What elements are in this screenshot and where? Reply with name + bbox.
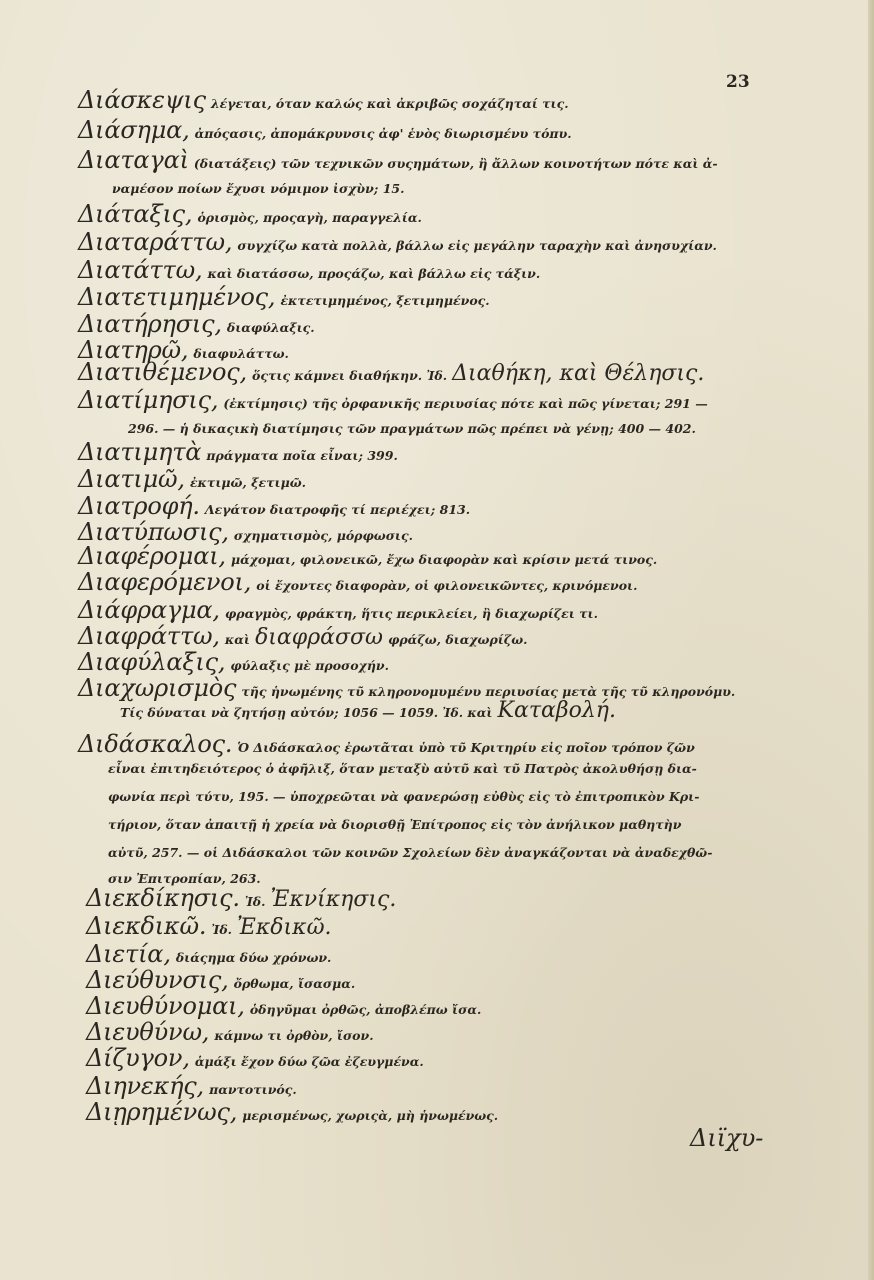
entry-line — [78, 730, 695, 758]
definition: καὶ — [224, 632, 250, 647]
entry-line — [78, 568, 637, 596]
headword: Διετία, — [86, 940, 171, 968]
headword: Διαφύλαξις, — [78, 648, 226, 676]
definition: φύλαξις μὲ προσοχήν. — [230, 658, 389, 673]
headword: Διεκδικῶ. — [86, 912, 207, 940]
entry-line — [86, 992, 481, 1020]
headword: Διαταγαὶ — [78, 146, 189, 174]
definition: φωνία περὶ τύτυ, 195. — ὑποχρεῶται νὰ φανερώσῃ εὐθὺς εἰς τὸ ἐπιτροπικὸν Κρι- — [108, 789, 700, 804]
definition: Τίς δύναται νὰ ζητήσῃ αὐτόν; 1056 — 1059. Ἰδ. καὶ — [120, 705, 493, 720]
headword: Διεύθυνσις, — [86, 966, 229, 994]
entry-line — [78, 86, 569, 114]
entry-line — [78, 358, 704, 386]
definition: 296. — ἡ δικαςικὴ διατίμησις τῶν πραγμάτων πῶς πρέπει νὰ γένῃ; 400 — 402. — [128, 421, 696, 436]
headword: Διατιμητὰ — [78, 438, 202, 466]
entry-line — [86, 966, 355, 994]
cross-reference: Ἐκνίκησις. — [270, 887, 397, 912]
definition: ἀπόςασις, ἀπομάκρυνσις ἀφ' ἑνὸς διωρισμένυ τόπυ. — [194, 126, 572, 141]
headword: Διάταξις, — [78, 200, 193, 228]
definition: κάμνω τι ὀρθὸν, ἴσον. — [214, 1028, 374, 1043]
definition: φράζω, διαχωρίζω. — [388, 632, 528, 647]
definition: οἱ ἔχοντες διαφορὰν, οἱ φιλονεικῶντες, κρινόμενοι. — [256, 578, 638, 593]
headword: Διατύπωσις, — [78, 518, 229, 546]
definition: ὁρισμὸς, προςαγὴ, παραγγελία. — [197, 210, 422, 225]
definition: Ἰδ. — [211, 922, 233, 937]
headword: Διάσκεψις — [78, 86, 206, 114]
catchword: Διϊχυ- — [690, 1124, 764, 1152]
definition: ὅςτις κάμνει διαθήκην. Ἰδ. — [252, 368, 448, 383]
headword: Διεκδίκησις. — [86, 884, 240, 912]
headword: Διατιμῶ, — [78, 465, 185, 493]
entry-line — [78, 256, 540, 284]
headword: Διατετιμημένος, — [78, 283, 276, 311]
entry-line — [86, 1018, 374, 1046]
entry-line — [78, 622, 527, 650]
entry-line — [128, 418, 696, 437]
definition: πράγματα ποῖα εἶναι; 399. — [206, 448, 398, 463]
entry-line — [112, 178, 404, 197]
cross-reference: Διαθήκη, καὶ Θέλησις. — [452, 361, 705, 386]
headword: Διαφερόμενοι, — [78, 568, 252, 596]
headword: Διατιθέμενος, — [78, 358, 247, 386]
entry-line — [78, 116, 572, 144]
headword: Διατίμησις, — [78, 386, 219, 414]
entry-line — [78, 648, 389, 676]
headword: Διατάττω, — [78, 256, 203, 284]
entry-line — [78, 465, 306, 493]
definition: διαφυλάττω. — [193, 346, 289, 361]
entry-line — [78, 542, 657, 570]
headword: Διατήρησις, — [78, 310, 222, 338]
definition: φραγμὸς, φράκτη, ἥτις περικλείει, ἢ διαχωρίζει τι. — [224, 606, 598, 621]
definition: αὐτῦ, 257. — οἱ Διδάσκαλοι τῶν κοινῶν Σχολείων δὲν ἀναγκάζονται νὰ ἀναδεχθῶ- — [108, 845, 713, 860]
entry-line — [108, 842, 712, 861]
definition: ὁδηγῦμαι ὀρθῶς, ἀποβλέπω ἴσα. — [249, 1002, 482, 1017]
page-number: 23 — [726, 72, 750, 92]
definition: σιν Ἐπιτροπίαν, 263. — [108, 871, 261, 886]
entry-line — [120, 698, 616, 723]
definition: διάςημα δύω χρόνων. — [175, 950, 332, 965]
definition: τῆς ἡνωμένης τῦ κληρονομυμένυ περιυσίας μετὰ τῆς τῦ κληρονόμυ. — [241, 684, 736, 699]
definition: ἐκτετιμημένος, ξετιμημένος. — [280, 293, 490, 308]
definition: εἶναι ἐπιτηδειότερος ὁ ἀφῆλιξ, ὅταν μεταξὺ αὐτῦ καὶ τῦ Πατρὸς ἀκολυθήσῃ δια- — [108, 761, 697, 776]
entry-line — [108, 786, 699, 805]
definition: (ἐκτίμησις) τῆς ὀρφανικῆς περιυσίας πότε καὶ πῶς γίνεται; 291 — — [223, 396, 708, 411]
headword: Διαταράττω, — [78, 228, 233, 256]
entry-line — [78, 146, 718, 174]
headword: Διαφράττω, — [78, 622, 220, 650]
entry-line — [86, 912, 332, 940]
definition: διαφύλαξις. — [226, 320, 315, 335]
entry-line — [78, 438, 398, 466]
definition: σχηματισμὸς, μόρφωσις. — [233, 528, 413, 543]
entry-line — [78, 200, 422, 228]
headword: Διδάσκαλος. — [78, 730, 233, 758]
headword: Διευθύνομαι, — [86, 992, 245, 1020]
entry-line — [78, 310, 315, 338]
cross-reference: Καταβολή. — [497, 698, 616, 723]
entry-line — [86, 1098, 498, 1126]
entry-line — [78, 283, 490, 311]
headword: Διατηρῶ, — [78, 336, 189, 364]
headword: Διαφέρομαι, — [78, 542, 226, 570]
headword: Δίζυγον, — [86, 1044, 190, 1072]
headword: Διῃρημένως, — [86, 1098, 238, 1126]
headword: Διευθύνω, — [86, 1018, 210, 1046]
definition: Ὁ Διδάσκαλος ἐρωτᾶται ὑπὸ τῦ Κριτηρίυ εἰς ποῖον τρόπον ζῶν — [237, 740, 695, 755]
headword: Διατροφή. — [78, 492, 200, 520]
alternate-headword: διαφράσσω — [255, 625, 383, 650]
definition: ἁμάξι ἔχον δύω ζῶα ἐζευγμένα. — [194, 1054, 424, 1069]
definition: (διατάξεις) τῶν τεχνικῶν συςημάτων, ἢ ἄλλων κοινοτήτων πότε καὶ ἀ- — [193, 156, 718, 171]
headword: Διαχωρισμὸς — [78, 674, 237, 702]
definition: ναμέσον ποίων ἔχυσι νόμιμον ἰσχὺν; 15. — [112, 181, 405, 196]
headword: Διηνεκής, — [86, 1072, 204, 1100]
headword: Διάφραγμα, — [78, 596, 220, 624]
entry-line — [78, 386, 708, 414]
entry-line — [108, 814, 681, 833]
entry-line — [78, 492, 470, 520]
entry-line — [86, 940, 331, 968]
entry-line — [86, 1072, 297, 1100]
entry-line — [86, 1044, 424, 1072]
page-edge — [868, 0, 874, 1280]
definition: ὄρθωμα, ἴσασμα. — [233, 976, 356, 991]
entry-line — [78, 228, 717, 256]
definition: τήριον, ὅταν ἀπαιτῇ ἡ χρεία νὰ διορισθῇ Ἐπίτροπος εἰς τὸν ἀνήλικον μαθητὴν — [108, 817, 682, 832]
headword: Διάσημα, — [78, 116, 190, 144]
entry-line — [108, 758, 697, 777]
definition: μάχομαι, φιλονεικῶ, ἔχω διαφορὰν καὶ κρίσιν μετά τινος. — [230, 552, 658, 567]
definition: μερισμένως, χωριςὰ, μὴ ἡνωμένως. — [242, 1108, 499, 1123]
entry-line — [78, 596, 598, 624]
definition: παντοτινός. — [209, 1082, 297, 1097]
definition: Λεγάτον διατροφῆς τί περιέχει; 813. — [204, 502, 471, 517]
entry-line — [86, 884, 396, 912]
definition: λέγεται, όταν καλώς καὶ ἀκριβῶς σοχάζηταί τις. — [210, 96, 569, 111]
definition: ἐκτιμῶ, ξετιμῶ. — [189, 475, 306, 490]
definition: συγχίζω κατὰ πολλὰ, βάλλω εἰς μεγάλην ταραχὴν καὶ ἀνησυχίαν. — [237, 238, 717, 253]
cross-reference: Ἐκδικῶ. — [237, 915, 332, 940]
definition: Ἰδ. — [244, 894, 266, 909]
definition: καὶ διατάσσω, προςάζω, καὶ βάλλω εἰς τάξιν. — [207, 266, 541, 281]
